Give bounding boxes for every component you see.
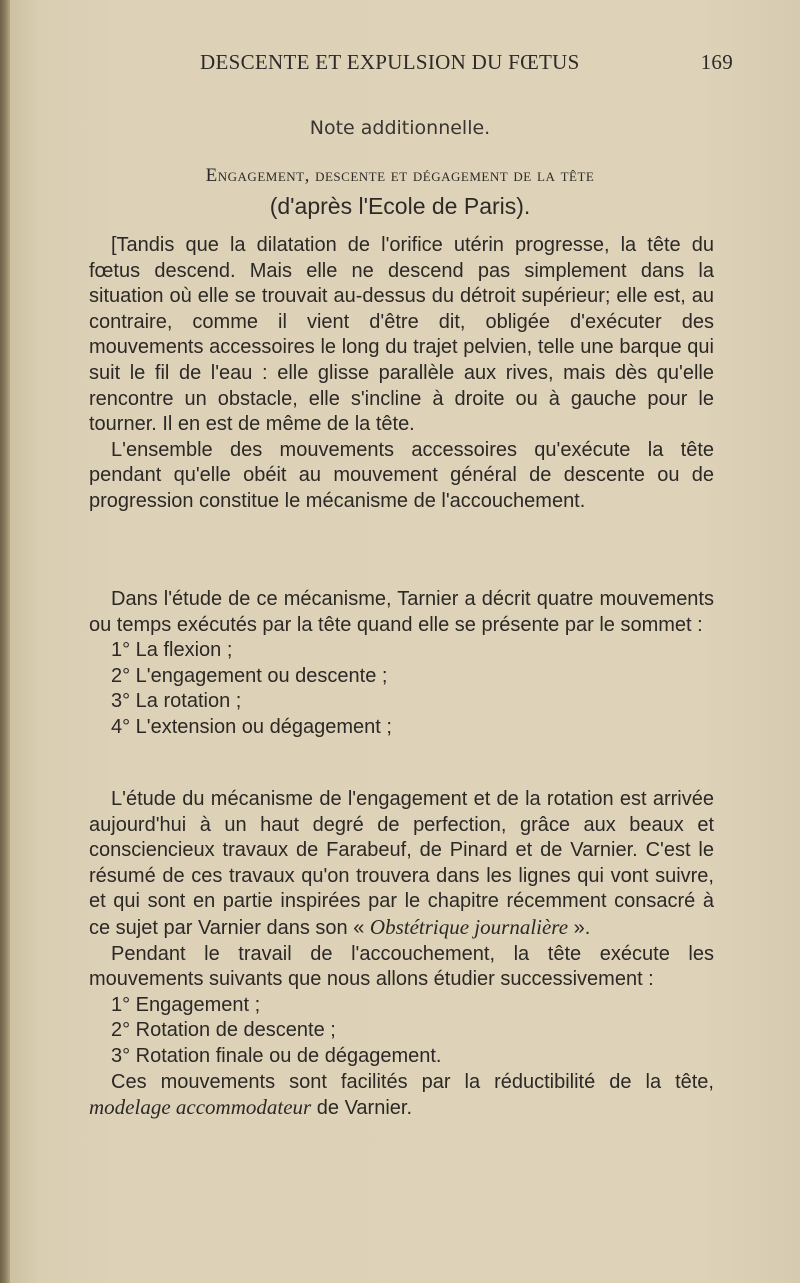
note-title: Note additionnelle. xyxy=(309,117,491,139)
list-item: 2° Rotation de descente ; xyxy=(111,1019,336,1042)
paragraph-text: Ces mouvements sont facilités par la réductibilité de la tête, xyxy=(111,1070,714,1093)
paragraph-text: ». xyxy=(568,916,591,939)
paragraph xyxy=(89,787,714,942)
paragraph: Pendant le travail de l'accouchement, la tête exécute les mouvements suivants que nous allons étudier successivement : xyxy=(89,942,714,991)
paragraph-text: de Varnier. xyxy=(311,1097,413,1120)
running-title: DESCENTE ET EXPULSION DU FŒTUS xyxy=(200,50,580,74)
book-title-italic: Obstétrique journalière xyxy=(369,914,569,939)
list-item: 2° L'engagement ou descente ; xyxy=(111,664,388,687)
paragraph: L'ensemble des mouvements accessoires qu'exécute la tête pendant qu'elle obéit au mouvement général de descente ou de progression constitue le mécanisme de l'accouchement. xyxy=(89,438,714,512)
paragraph: Dans l'étude de ce mécanisme, Tarnier a décrit quatre mouvements ou temps exécutés par la tête quand elle se présente par le sommet : xyxy=(89,588,714,636)
text-block-varnier xyxy=(89,787,714,1122)
page-number: 169 xyxy=(700,50,733,74)
section-heading: Engagement, descente et dégagement de la tête xyxy=(205,165,595,186)
term-italic: modelage accommodateur xyxy=(89,1095,312,1120)
section-subheading: (d'après l'Ecole de Paris). xyxy=(269,193,531,219)
text-block-tarnier xyxy=(89,587,714,741)
list-item: 4° L'extension ou dégagement ; xyxy=(111,715,392,738)
text-block-intro xyxy=(89,233,714,515)
paragraph: [Tandis que la dilatation de l'orifice utérin progresse, la tête du fœtus descend. Mais elle ne descend pas simplement dans la situation où elle se trouvait au-dessus du détroit supérieur; elle est, au contraire, comme il vient d'être dit, obligée d'exécuter des mouvements accessoires le long du trajet pelvien, telle une barque qui suit le fil de l'eau : elle glisse parallèle aux rives, mais dès qu'elle rencontre un obstacle, elle s'incline à droite ou à gauche pour le tourner. Il en est de même de la tête. xyxy=(89,234,714,436)
paragraph xyxy=(89,1070,714,1122)
list-item: 3° Rotation finale ou de dégagement. xyxy=(111,1044,442,1067)
list-item: 3° La rotation ; xyxy=(111,690,242,713)
list-item: 1° Engagement ; xyxy=(111,993,261,1016)
list-item: 1° La flexion ; xyxy=(111,639,233,662)
paragraph-text: L'étude du mécanisme de l'engagement et de la rotation est arrivée aujourd'hui à un haut degré de perfection, grâce aux beaux et consciencieux travaux de Farabeuf, de Pinard et de Varnier. C'est le résumé de ces travaux qu'on trouvera dans les lignes qui vont suivre, et qui sont en partie inspirées par le chapitre récemment consacré à ce sujet par Varnier dans son « xyxy=(89,788,714,939)
